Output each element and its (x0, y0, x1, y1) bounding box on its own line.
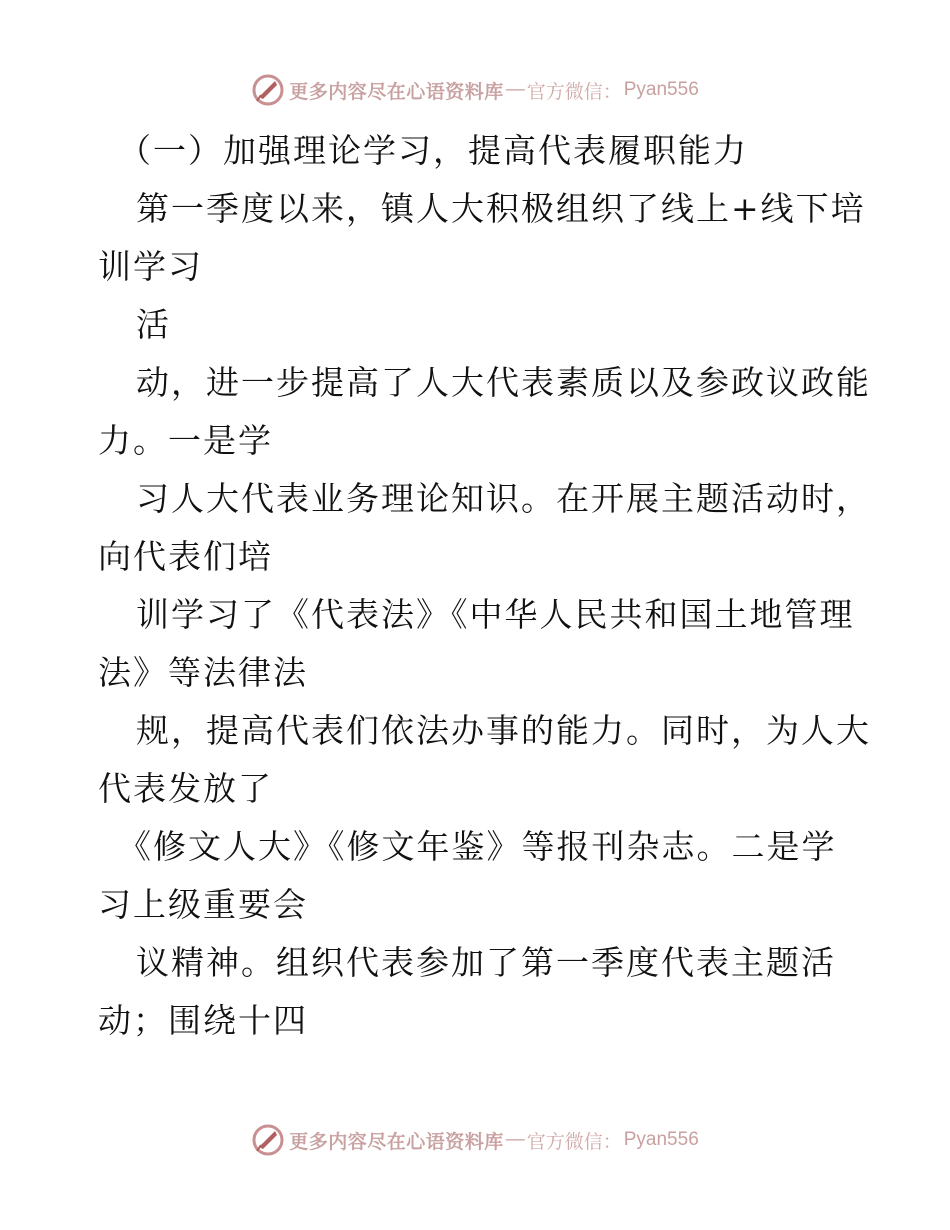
header-watermark-sub: 官方微信： (526, 80, 622, 103)
body-line: 习人大代表业务理论知识。在开展主题活动时， (136, 479, 871, 518)
footer-watermark-id: Pyan556 (623, 1129, 699, 1150)
body-line: 议精神。组织代表参加了第一季度代表主题活 (136, 943, 836, 982)
body-line: 《修文人大》《修文年鉴》等报刊杂志。二是学 (118, 827, 837, 866)
body-line: 动；围绕十四 (98, 1001, 308, 1040)
body-line: 向代表们培 (98, 537, 273, 576)
section-heading: （一）加强理论学习，提高代表履职能力 (118, 131, 748, 170)
footer-watermark (0, 1120, 950, 1160)
footer-watermark-sub: 官方微信： (526, 1130, 622, 1153)
quill-logo-icon (251, 1123, 285, 1157)
document-body (98, 122, 871, 1050)
body-line: 规，提高代表们依法办事的能力。同时，为人大 (136, 711, 871, 750)
header-watermark-main: 更多内容尽在心语资料库 (289, 80, 504, 103)
body-line: 活 (136, 305, 171, 344)
body-line: 代表发放了 (98, 769, 273, 808)
header-watermark-id: Pyan556 (623, 79, 699, 100)
body-line: 训学习了《代表法》《中华人民共和国土地管理 (136, 595, 855, 634)
quill-logo-icon (251, 73, 285, 107)
body-line: 训学习 (98, 247, 203, 286)
footer-watermark-main: 更多内容尽在心语资料库 (289, 1130, 504, 1153)
body-line: 动，进一步提高了人大代表素质以及参政议政能 (136, 363, 871, 402)
body-line: 第一季度以来，镇人大积极组织了线上+线下培 (136, 189, 866, 228)
header-watermark-dash: — (505, 79, 525, 100)
body-line: 法》等法律法 (98, 653, 308, 692)
footer-watermark-dash: — (505, 1129, 525, 1150)
header-watermark (0, 70, 950, 110)
body-line: 力。一是学 (98, 421, 273, 460)
body-line: 习上级重要会 (98, 885, 308, 924)
